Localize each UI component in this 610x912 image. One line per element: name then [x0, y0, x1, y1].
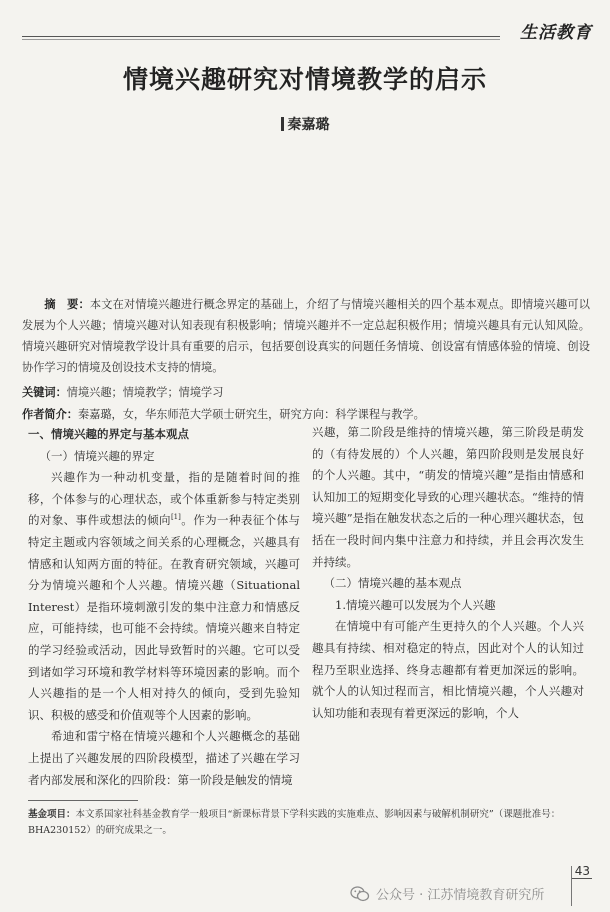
header-rule [22, 36, 500, 37]
footnote-rule [28, 800, 138, 801]
wechat-icon [350, 886, 370, 902]
point-heading-1: 1.情境兴趣可以发展为个人兴趣 [335, 597, 496, 612]
abstract-text: 本文在对情境兴趣进行概念界定的基础上，介绍了与情境兴趣相关的四个基本观点。即情境兴趣可以发展为个人兴趣；情境兴趣对认知表现有积极影响；情境兴趣并不一定总起积极作用；情境兴趣具有元认知风险。情境兴趣研究对情境教学设计具有重要的启示，包括要创设真实的问题任务情境、创设富有情感体验的情境、创设协作学习的情境及创设技术支持的情境。 [22, 298, 590, 374]
body-paragraph-3: 在情境中有可能产生更持久的个人兴趣。个人兴趣具有持续、相对稳定的特点，因此对个人的认知过程乃至职业选择、终身志趣都有着更加深远的影响。就个人的认知过程而言，相比情境兴趣，个人兴趣对认知功能和表现有着更深远的影响，个人 [312, 619, 584, 720]
page-number: 43 [574, 864, 590, 878]
page-number-rule [572, 878, 592, 879]
abstract-meta [22, 382, 590, 426]
citation-ref: [1] [170, 513, 181, 522]
author-name: 秦嘉璐 [287, 117, 330, 133]
author-bar [281, 117, 284, 131]
article-title: 情境兴趣研究对情境教学的启示 [122, 65, 487, 94]
bio-label: 作者简介： [22, 408, 78, 421]
keywords-line [22, 382, 590, 404]
body-paragraph-2: 希迪和雷宁格在情境兴趣和个人兴趣概念的基础上提出了兴趣发展的四阶段模型，描述了兴趣在学习者内部发展和深化的四阶段：第一阶段是触发的情境 [28, 729, 300, 787]
footnote [28, 807, 584, 839]
subsection-heading-1: （一）情境兴趣的界定 [39, 448, 155, 463]
abstract-paragraph [22, 294, 590, 378]
body-paragraph-2-continued: 兴趣，第二阶段是维持的情境兴趣，第三阶段是萌发的（有待发展的）个人兴趣，第四阶段则是发展良好的个人兴趣。其中，“萌发的情境兴趣”是指由情感和认知加工的短期变化导致的心理兴趣状态。“维持的情境兴趣”是指在触发状态之后的一种心理兴趣状态，包括在一段时间内集中注意力和持续，并且会再次发生并持续。 [312, 425, 584, 569]
keywords-label: 关键词： [22, 386, 67, 399]
footnote-text: 本文系国家社科基金教育学一般项目“新课标背景下学科实践的实施难点、影响因素与破解机制研究”（课题批准号：BHA230152）的研究成果之一。 [28, 809, 561, 836]
watermark [350, 884, 544, 903]
bio-text: 秦嘉璐，女，华东师范大学硕士研究生，研究方向：科学课程与教学。 [77, 408, 425, 421]
author-line [0, 114, 610, 134]
abstract-block [22, 294, 590, 426]
abstract-label: 摘 要： [44, 298, 90, 311]
watermark-text: 公众号 · 江苏情境教育研究所 [376, 888, 545, 903]
body-column-right [312, 422, 584, 724]
footnote-label: 基金项目： [28, 809, 76, 820]
body-paragraph-1 [28, 467, 300, 726]
body-column-left [28, 422, 300, 791]
column-name: 生活教育 [520, 23, 592, 43]
page-corner-rule [571, 866, 572, 906]
keywords-text: 情境兴趣；情境教学；情境学习 [66, 386, 224, 399]
header-rule-secondary [22, 39, 500, 40]
body-paragraph-1a: 兴趣作为一种动机变量，指的是随着时间的推移，个体参与的心理状态，或个体重新参与特定类别的对象、事件或想法的倾向 [28, 470, 300, 528]
subsection-heading-2: （二）情境兴趣的基本观点 [323, 576, 462, 591]
body-paragraph-1b: 。作为一种表征个体与特定主题或内容领域之间关系的心理概念，兴趣具有情感和认知两方面的特征。在教育研究领域，兴趣可分为情境兴趣和个人兴趣。情境兴趣（Situational Interest）是指环境刺激引发的集中注意力和情感反应，可能持续，也可能不会持续。情境兴趣来自特定的学习经验或活动，因此导致暂时的兴趣。它可以受到诸如学习环境和教学材料等环境因素的影响。而个人兴趣指的是一个人相对持久的倾向，受到先验知识、积极的感受和价值观等个人因素的影响。 [28, 513, 301, 722]
section-heading-1: 一、情境兴趣的界定与基本观点 [28, 427, 189, 441]
